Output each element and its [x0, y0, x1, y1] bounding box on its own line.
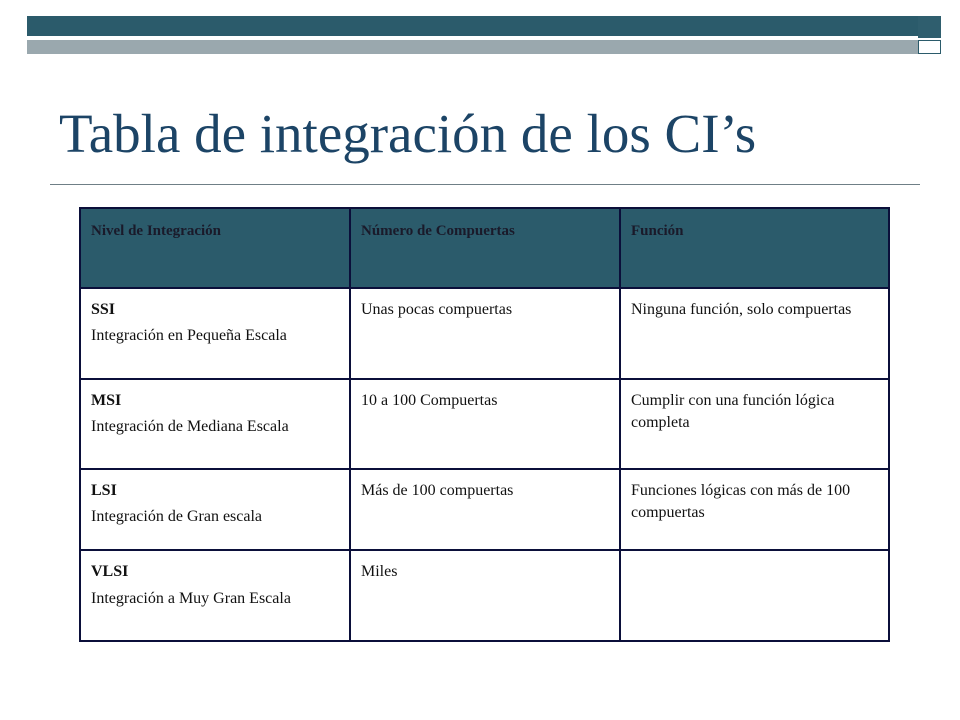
- cell-level: [80, 550, 350, 641]
- cell-level: [80, 288, 350, 379]
- header-numero-compuertas: Número de Compuertas: [350, 208, 620, 288]
- table-row: [80, 288, 889, 379]
- level-name: Integración de Mediana Escala: [91, 417, 289, 435]
- table-row: [80, 550, 889, 641]
- header-funcion: Función: [620, 208, 889, 288]
- level-abbreviation: SSI: [91, 301, 116, 318]
- title-divider: [50, 184, 920, 185]
- level-name: Integración a Muy Gran Escala: [91, 589, 291, 607]
- cell-level: [80, 469, 350, 550]
- table-row: [80, 469, 889, 550]
- table-header-row: [80, 208, 889, 288]
- cell-function: Ninguna función, solo compuertas: [620, 288, 889, 379]
- decorative-corner-square-light: [918, 40, 941, 54]
- cell-level: [80, 379, 350, 470]
- cell-gates: 10 a 100 Compuertas: [350, 379, 620, 470]
- slide-title: Tabla de integración de los CI’s: [59, 103, 757, 164]
- cell-gates: Más de 100 compuertas: [350, 469, 620, 550]
- decorative-corner-square-dark: [918, 16, 941, 38]
- level-name: Integración en Pequeña Escala: [91, 327, 287, 345]
- decorative-top-bar: [27, 16, 918, 36]
- header-nivel: Nivel de Integración: [80, 208, 350, 288]
- level-abbreviation: LSI: [91, 482, 117, 499]
- cell-gates: Unas pocas compuertas: [350, 288, 620, 379]
- integration-table: [79, 207, 890, 642]
- level-abbreviation: MSI: [91, 391, 122, 409]
- decorative-gray-band: [27, 40, 918, 54]
- cell-function: Funciones lógicas con más de 100 compuertas: [620, 469, 889, 550]
- cell-function: Cumplir con una función lógica completa: [620, 379, 889, 470]
- integration-table-container: [79, 207, 888, 642]
- cell-function: [620, 550, 889, 641]
- table-row: [80, 379, 889, 470]
- level-abbreviation: VLSI: [91, 563, 129, 581]
- level-name: Integración de Gran escala: [91, 508, 263, 526]
- cell-gates: Miles: [350, 550, 620, 641]
